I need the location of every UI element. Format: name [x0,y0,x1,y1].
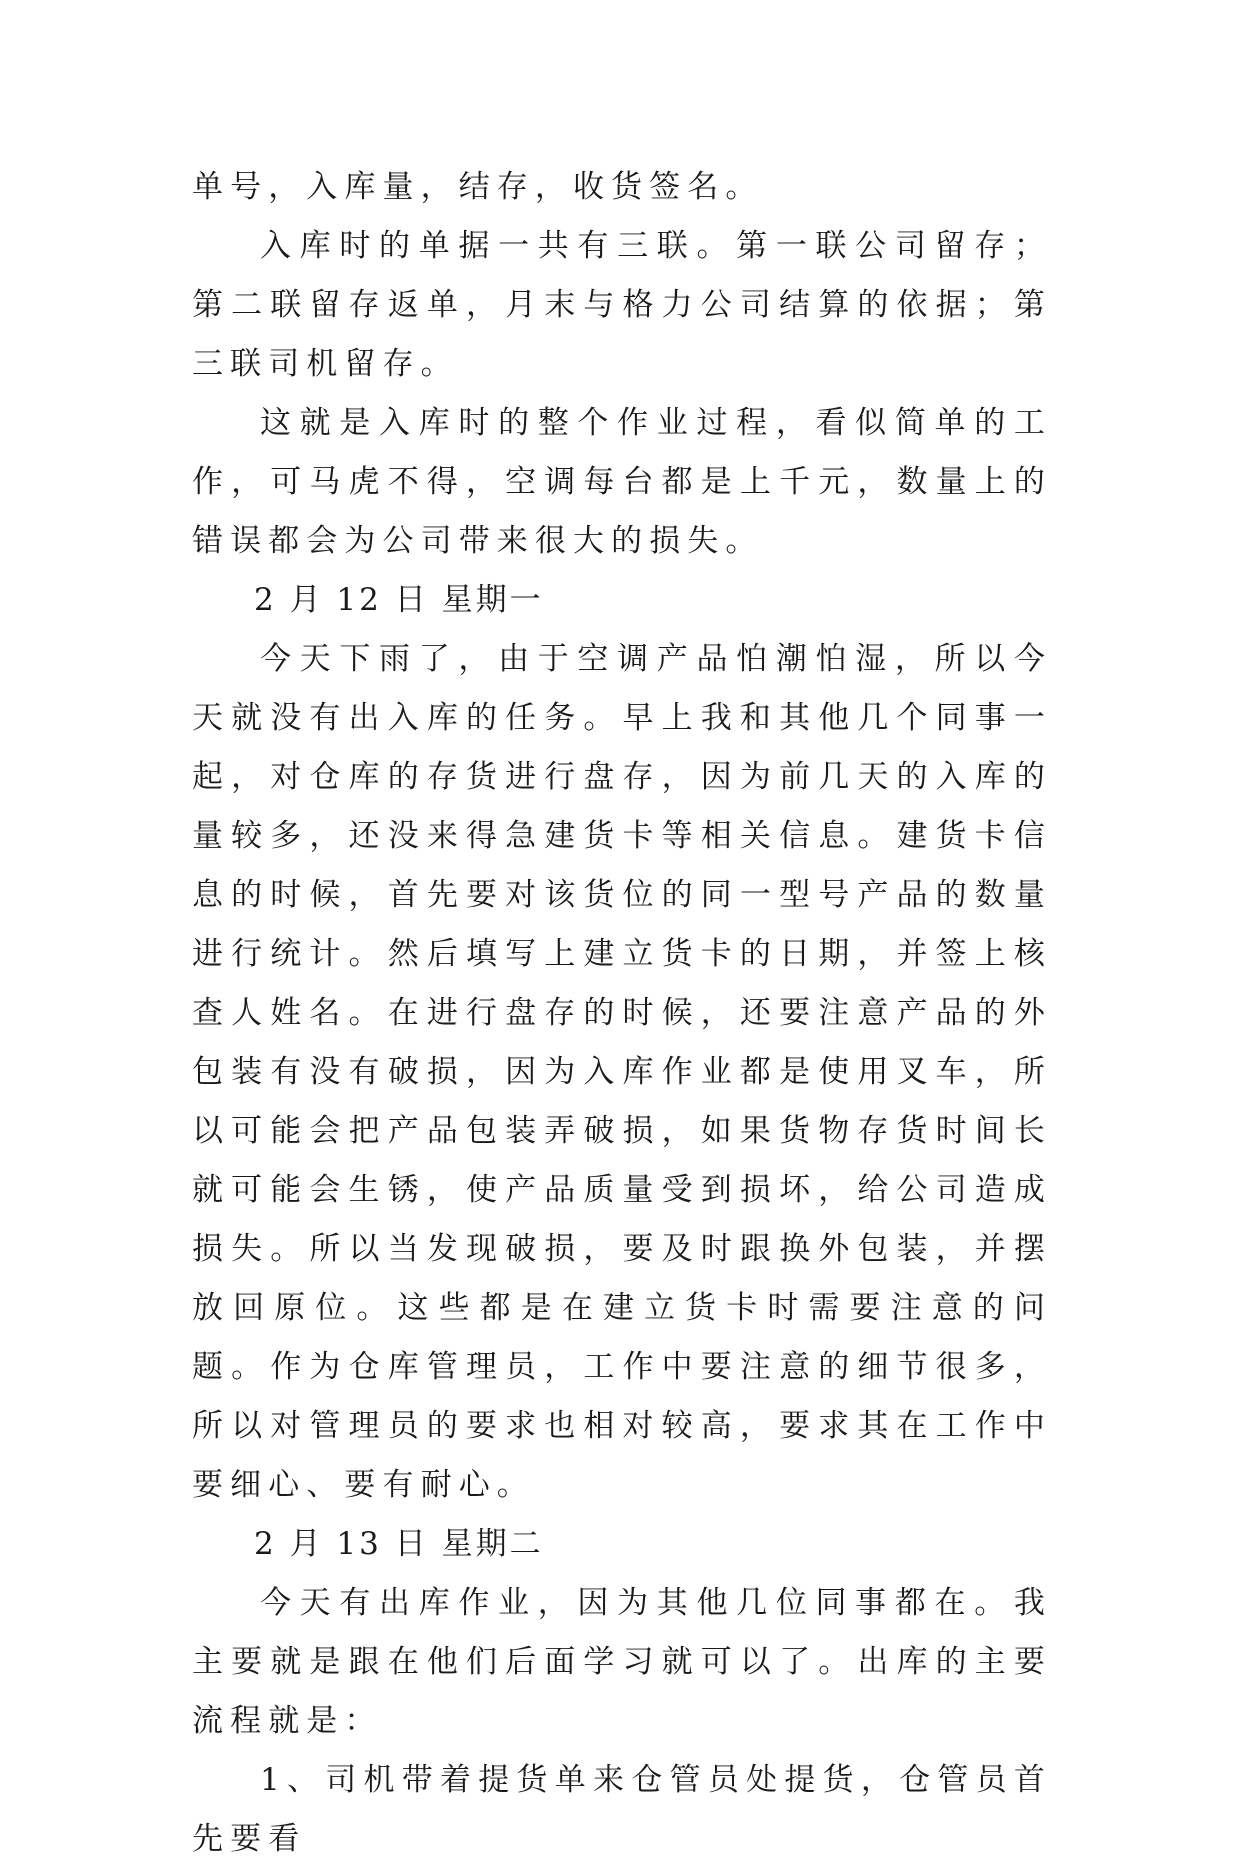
diary-date-heading: 2 月 13 日 星期二 [254,1526,544,1562]
text-paragraph: 这就是入库时的整个作业过程，看似简单的工作，可马虎不得，空调每台都是上千元，数量上的错误都会为公司带来很大的损失。 [192,405,1052,559]
text-paragraph: 入库时的单据一共有三联。第一联公司留存；第二联留存返单，月末与格力公司结算的依据；第三联司机留存。 [192,228,1052,382]
text-paragraph: 今天有出库作业，因为其他几位同事都在。我主要就是跟在他们后面学习就可以了。出库的主要流程就是： [192,1585,1052,1739]
diary-date-heading: 2 月 12 日 星期一 [254,582,544,618]
text-paragraph: 单号，入库量，结存，收货签名。 [192,169,764,205]
text-paragraph: 1、司机带着提货单来仓管员处提货，仓管员首先要看 [192,1762,1052,1857]
text-paragraph: 今天下雨了，由于空调产品怕潮怕湿，所以今天就没有出入库的任务。早上我和其他几个同事一起，对仓库的存货进行盘存，因为前几天的入库的量较多，还没来得急建货卡等相关信息。建货卡信息的时候，首先要对该货位的同一型号产品的数量进行统计。然后填写上建立货卡的日期，并签上核查人姓名。在进行盘存的时候，还要注意产品的外包装有没有破损，因为入库作业都是使用叉车，所以可能会把产品包装弄破损，如果货物存货时间长就可能会生锈，使产品质量受到损坏，给公司造成损失。所以当发现破损，要及时跟换外包装，并摆放回原位。这些都是在建立货卡时需要注意的问题。作为仓库管理员，工作中要注意的细节很多，所以对管理员的要求也相对较高，要求其在工作中要细心、要有耐心。 [192,641,1052,1503]
document-page [192,158,1052,1869]
